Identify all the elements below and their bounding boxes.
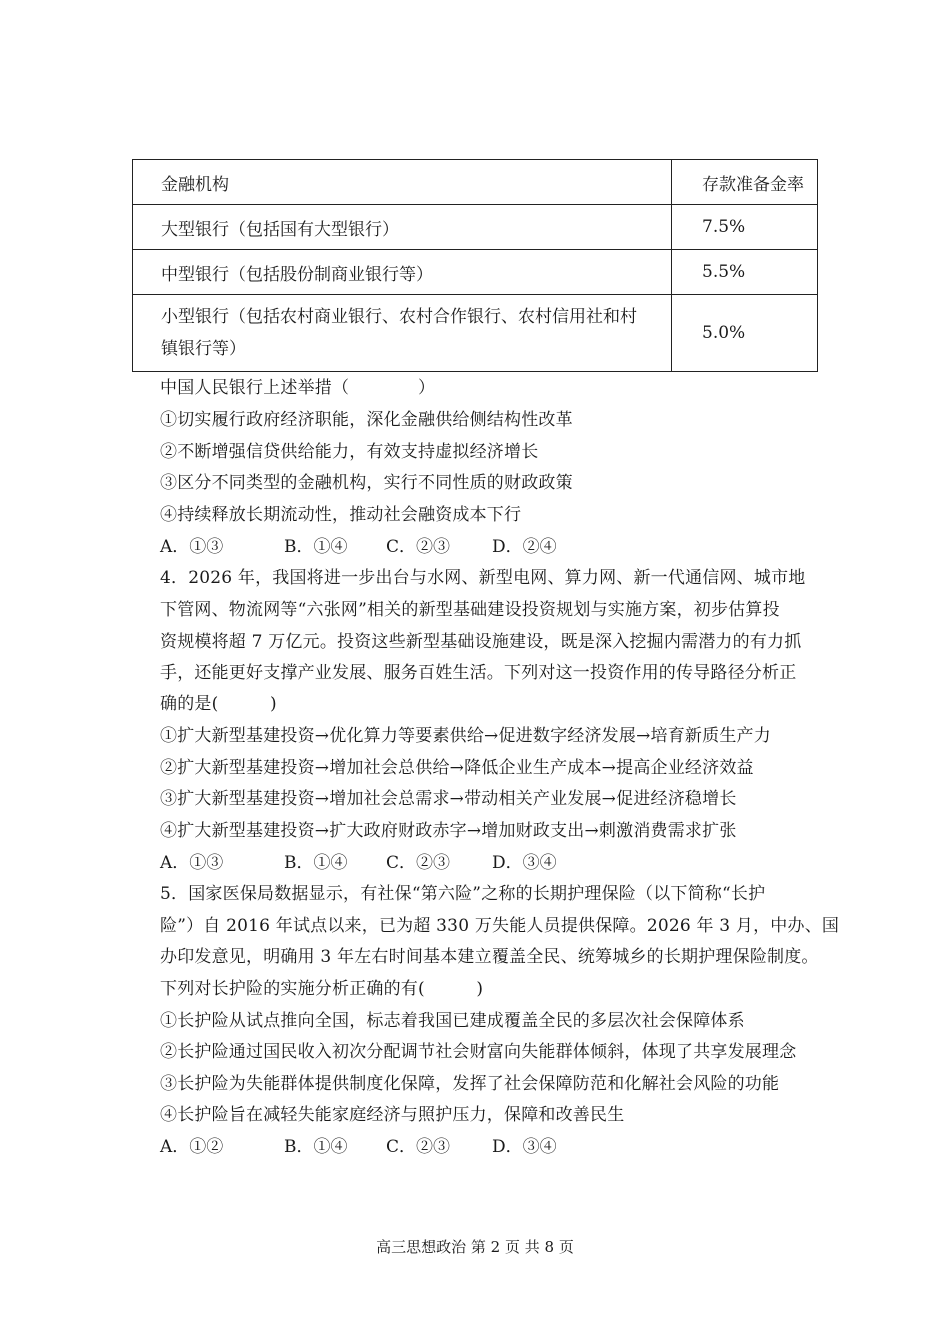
option-d[interactable]: D．③④	[492, 853, 557, 873]
institution-cell: 大型银行（包括国有大型银行）	[133, 205, 672, 250]
header-institution: 金融机构	[133, 160, 672, 205]
option-b[interactable]: B．①④	[284, 1137, 348, 1157]
q3-item: ①切实履行政府经济职能，深化金融供给侧结构性改革	[160, 410, 573, 430]
header-rate: 存款准备金率	[672, 160, 818, 205]
option-a[interactable]: A．①③	[160, 537, 224, 557]
q3-item: ②不断增强信贷供给能力，有效支持虚拟经济增长	[160, 442, 539, 462]
q5-item: ④长护险旨在减轻失能家庭经济与照护压力，保障和改善民生	[160, 1105, 625, 1125]
option-d[interactable]: D．③④	[492, 1137, 557, 1157]
option-b[interactable]: B．①④	[284, 537, 348, 557]
q5-options	[160, 1132, 557, 1157]
option-c[interactable]: C．②③	[386, 537, 451, 557]
institution-line: 镇银行等）	[161, 339, 246, 359]
option-c[interactable]: C．②③	[386, 853, 451, 873]
option-b[interactable]: B．①④	[284, 853, 348, 873]
option-d[interactable]: D．②④	[492, 537, 557, 557]
q3-stem: 中国人民银行上述举措（ ）	[160, 378, 436, 398]
q4-item: ②扩大新型基建投资→增加社会总供给→降低企业生产成本→提高企业经济效益	[160, 758, 754, 778]
q4-item: ③扩大新型基建投资→增加社会总需求→带动相关产业发展→促进经济稳增长	[160, 789, 737, 809]
q5-item: ①长护险从试点推向全国，标志着我国已建成覆盖全民的多层次社会保障体系	[160, 1011, 745, 1031]
q4-stem-line: 确的是( )	[160, 694, 277, 714]
q4-stem-line: 下管网、物流网等“六张网”相关的新型基础建设投资规划与实施方案，初步估算投	[160, 600, 780, 620]
q5-stem-line: 险”）自 2016 年试点以来，已为超 330 万失能人员提供保障。2026 年 3 月，中办、国	[160, 916, 840, 936]
institution-cell: 中型银行（包括股份制商业银行等）	[133, 250, 672, 295]
q3-options	[160, 532, 557, 557]
rate-cell: 7.5%	[672, 205, 818, 250]
q5-stem-line: 下列对长护险的实施分析正确的有( )	[160, 979, 484, 999]
q3-item: ③区分不同类型的金融机构，实行不同性质的财政政策	[160, 473, 573, 493]
q5-item: ③长护险为失能群体提供制度化保障，发挥了社会保障防范和化解社会风险的功能	[160, 1074, 780, 1094]
q5-item: ②长护险通过国民收入初次分配调节社会财富向失能群体倾斜，体现了共享发展理念	[160, 1042, 797, 1062]
rate-cell: 5.5%	[672, 250, 818, 295]
option-c[interactable]: C．②③	[386, 1137, 451, 1157]
rate-cell: 5.0%	[672, 295, 818, 372]
q3-item: ④持续释放长期流动性，推动社会融资成本下行	[160, 505, 522, 525]
institution-line: 小型银行（包括农村商业银行、农村合作银行、农村信用社和村	[161, 307, 637, 327]
page-footer: 高三思想政治 第 2 页 共 8 页	[376, 1238, 574, 1256]
option-a[interactable]: A．①②	[160, 1137, 224, 1157]
q4-stem-line: 4．2026 年，我国将进一步出台与水网、新型电网、算力网、新一代通信网、城市地	[160, 568, 806, 588]
q4-item: ④扩大新型基建投资→扩大政府财政赤字→增加财政支出→刺激消费需求扩张	[160, 821, 737, 841]
q4-stem-line: 手，还能更好支撑产业发展、服务百姓生活。下列对这一投资作用的传导路径分析正	[160, 663, 797, 683]
option-a[interactable]: A．①③	[160, 853, 224, 873]
q4-item: ①扩大新型基建投资→优化算力等要素供给→促进数字经济发展→培育新质生产力	[160, 726, 771, 746]
table-row	[133, 250, 818, 295]
q5-stem-line: 5．国家医保局数据显示，有社保“第六险”之称的长期护理保险（以下简称“长护	[160, 884, 766, 904]
table-header-row	[133, 160, 818, 205]
q4-stem-line: 资规模将超 7 万亿元。投资这些新型基础设施建设，既是深入挖掘内需潜力的有力抓	[160, 632, 802, 652]
reserve-ratio-table	[132, 159, 818, 372]
institution-cell	[133, 295, 672, 372]
q4-options	[160, 848, 557, 873]
table-row	[133, 205, 818, 250]
table-row	[133, 295, 818, 372]
q5-stem-line: 办印发意见，明确用 3 年左右时间基本建立覆盖全民、统筹城乡的长期护理保险制度。	[160, 947, 819, 967]
